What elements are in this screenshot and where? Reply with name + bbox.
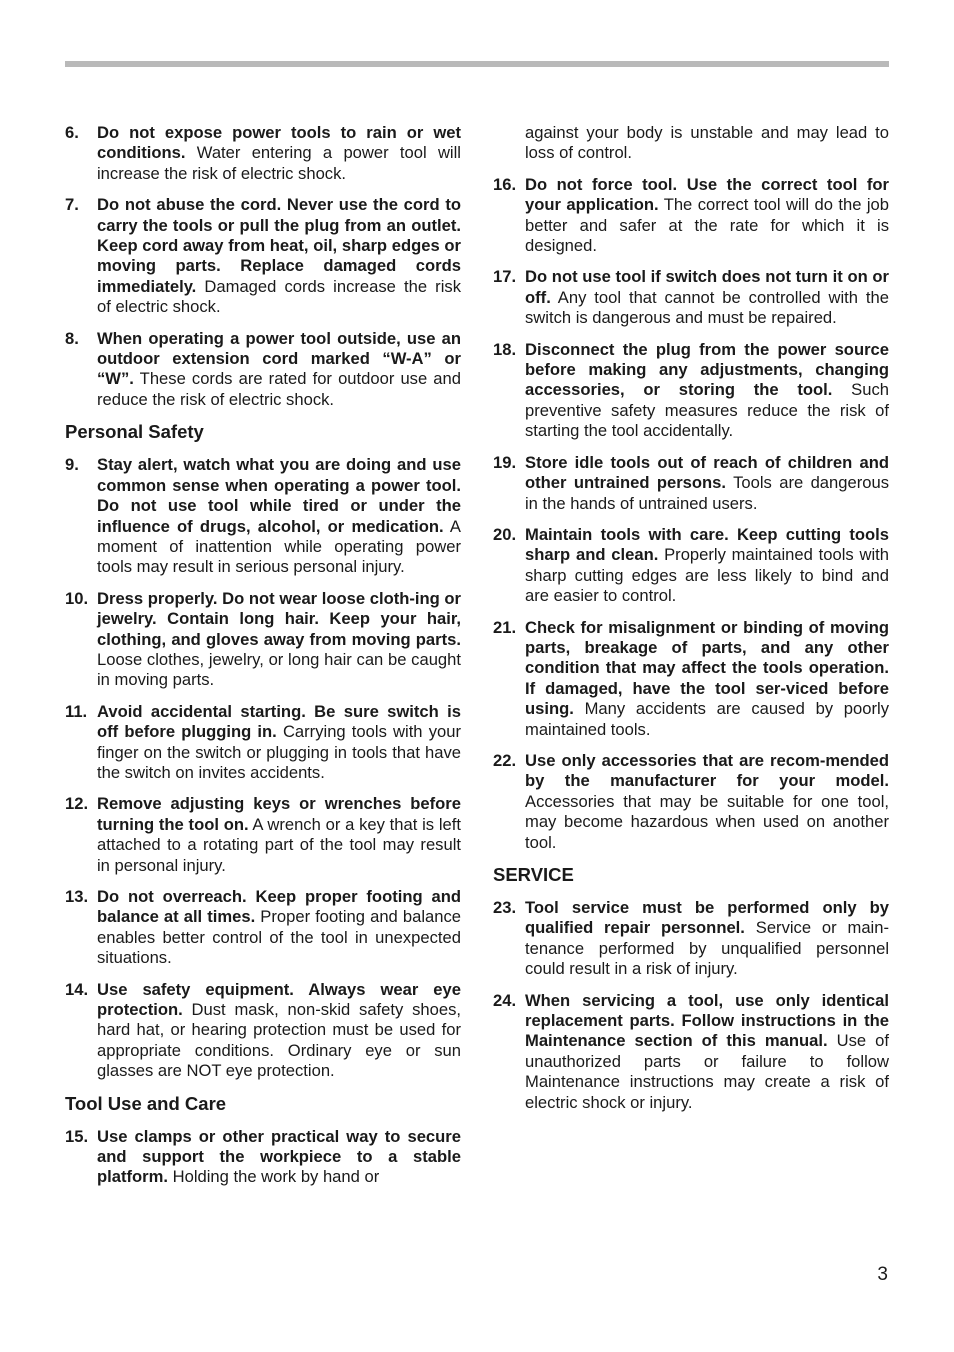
instruction-item-18	[493, 340, 889, 442]
item-number: 18.	[493, 339, 517, 359]
instruction-item-20	[493, 525, 889, 607]
item-text: Damaged cords increase the risk of electric shock.	[97, 276, 461, 317]
item-bold-text: When servicing a tool, use only identical replacement parts. Follow instructions in the Maintenance section of this manual.	[525, 990, 889, 1051]
item-text: Holding the work by hand or	[168, 1167, 380, 1187]
instruction-item-17	[493, 267, 889, 328]
item-number: 20.	[493, 524, 517, 544]
instruction-item-12	[65, 794, 461, 876]
item-text: Tools are dangerous in the hands of untrained users.	[525, 473, 889, 513]
item-bold-text: Check for misalignment or binding of moving parts, breakage of parts, and any other condition that may affect the tools operation. If damaged, have the tool ser-viced before using.	[525, 617, 889, 719]
item-bold-text: Do not use tool if switch does not turn it on or off.	[525, 267, 889, 307]
instruction-item-22	[493, 751, 889, 853]
item-number: 10.	[65, 588, 89, 608]
instruction-item-15-continued: against your body is unstable and may lead to loss of control.	[525, 123, 889, 163]
left-column	[65, 123, 461, 1199]
instruction-item-19	[493, 453, 889, 514]
item-number: 13.	[65, 887, 89, 906]
item-number: 24.	[493, 990, 517, 1010]
item-text: Service or main-tenance performed by unqualified personnel could result in a risk of injury.	[525, 918, 889, 979]
item-number: 22.	[493, 750, 517, 770]
item-text: The correct tool will do the job better and safer at the rate for which it is designed.	[525, 195, 889, 256]
item-bold-text: Use clamps or other practical way to secure and support the workpiece to a stable platform.	[97, 1126, 461, 1187]
item-bold-text: Do not abuse the cord. Never use the cord to carry the tools or pull the plug from an outlet. Keep cord away from heat, oil, sharp edges or moving parts. Replace damaged cords immediately.	[97, 195, 461, 296]
section-heading-tool-use: Tool Use and Care	[65, 1092, 227, 1114]
item-number: 12.	[65, 794, 89, 814]
instruction-item-14	[65, 980, 461, 1082]
item-text: Use of unauthorized parts or failure to follow Maintenance instructions may create a risk of electric shock or injury.	[525, 1031, 889, 1112]
item-bold-text: Maintain tools with care. Keep cutting tools sharp and clean.	[525, 524, 889, 565]
section-heading-personal-safety: Personal Safety	[65, 421, 204, 443]
instruction-item-21	[493, 618, 889, 740]
item-number: 8.	[65, 328, 79, 348]
item-text: Accessories that may be suitable for one tool, may become hazardous when used on another tool.	[525, 791, 889, 852]
item-bold-text: Do not overreach. Keep proper footing and balance at all times.	[97, 887, 461, 927]
item-bold-text: Do not force tool. Use the correct tool for your application.	[525, 174, 889, 215]
item-number: 17.	[493, 267, 517, 287]
item-text: A wrench or a key that is left attached to a rotating part of the tool may result in personal injury.	[97, 814, 461, 875]
item-number: 14.	[65, 979, 89, 999]
instruction-item-8	[65, 329, 461, 411]
item-text: Dust mask, non-skid safety shoes, hard hat, or hearing protection must be used for appropriate conditions. Ordinary eye or sun glasses are NOT eye protection.	[97, 1000, 461, 1081]
item-text: Loose clothes, jewelry, or long hair can be caught in moving parts.	[97, 649, 461, 690]
item-bold-text: Stay alert, watch what you are doing and use common sense when operating a power tool. Do not use tool while tired or under the influence of drugs, alcohol, or medication.	[97, 455, 461, 536]
item-number: 9.	[65, 455, 79, 475]
item-bold-text: Avoid accidental starting. Be sure switch is off before plugging in.	[97, 701, 461, 742]
item-bold-text: Remove adjusting keys or wrenches before turning the tool on.	[97, 794, 461, 834]
item-number: 15.	[65, 1126, 89, 1146]
instruction-item-10	[65, 589, 461, 691]
item-number: 21.	[493, 617, 517, 637]
right-column	[493, 123, 889, 1124]
item-text: Such preventive safety measures reduce the risk of starting the tool accidentally.	[525, 380, 889, 441]
page-number: 3	[877, 1264, 888, 1285]
item-bold-text: Use safety equipment. Always wear eye protection.	[97, 979, 461, 1020]
item-number: 23.	[493, 898, 517, 917]
item-bold-text: When operating a power tool outside, use an outdoor extension cord marked “W-A” or “W”.	[97, 328, 461, 389]
item-text: Water entering a power tool will increase the risk of electric shock.	[97, 143, 461, 183]
item-bold-text: Dress properly. Do not wear loose cloth-ing or jewelry. Contain long hair. Keep your hair, clothing, and gloves away from moving parts.	[97, 588, 461, 649]
instruction-item-6	[65, 123, 461, 184]
instruction-item-11	[65, 702, 461, 784]
item-bold-text: Tool service must be performed only by qualified repair personnel.	[525, 898, 889, 938]
item-text: Carrying tools with your finger on the switch or plugging in tools that have the switch on invites accidents.	[97, 722, 461, 782]
item-text: Any tool that cannot be controlled with the switch is dangerous and must be repaired.	[525, 287, 889, 328]
instruction-item-15	[65, 1127, 461, 1188]
item-bold-text: Do not expose power tools to rain or wet conditions.	[97, 123, 461, 163]
item-number: 11.	[65, 701, 88, 721]
top-rule	[65, 61, 889, 67]
instruction-item-7	[65, 195, 461, 317]
item-text: Many accidents are caused by poorly maintained tools.	[525, 699, 889, 739]
item-number: 6.	[65, 123, 79, 142]
item-text: Properly maintained tools with sharp cutting edges are less likely to bind and are easier to control.	[525, 545, 889, 606]
instruction-item-24	[493, 991, 889, 1113]
item-text: A moment of inattention while operating power tools may result in serious personal injury.	[97, 516, 461, 577]
instruction-item-16	[493, 175, 889, 257]
instruction-item-9	[65, 455, 461, 577]
instruction-item-23	[493, 898, 889, 980]
item-text: Proper footing and balance enables better control of the tool in unexpected situations.	[97, 907, 461, 968]
section-heading-service: SERVICE	[493, 864, 574, 885]
item-text: These cords are rated for outdoor use and reduce the risk of electric shock.	[97, 369, 461, 409]
item-bold-text: Disconnect the plug from the power source before making any adjustments, changing accessories, or storing the tool.	[525, 339, 889, 400]
item-number: 16.	[493, 174, 517, 194]
item-bold-text: Use only accessories that are recom-mended by the manufacturer for your model.	[525, 750, 889, 791]
item-bold-text: Store idle tools out of reach of children and other untrained persons.	[525, 452, 889, 493]
item-number: 19.	[493, 452, 517, 472]
item-number: 7.	[65, 195, 79, 215]
instruction-item-13	[65, 887, 461, 969]
